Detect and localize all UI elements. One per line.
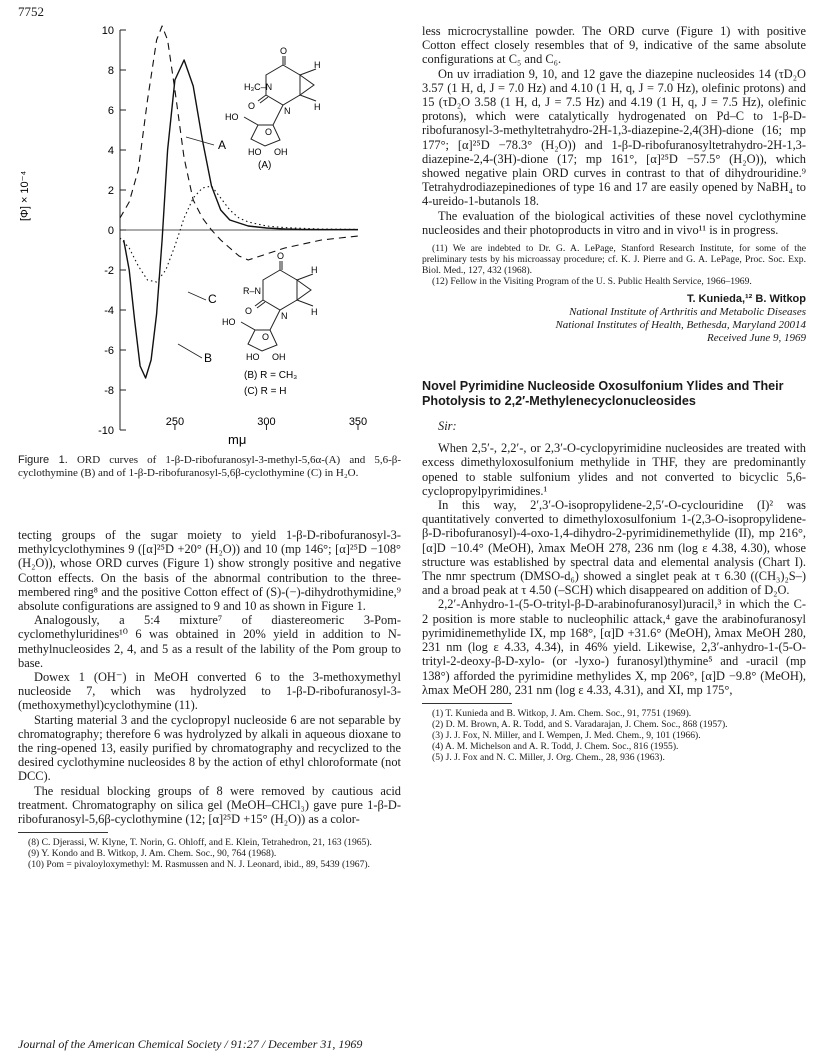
footnote: (1) T. Kunieda and B. Witkop, J. Am. Chem. Soc., 91, 7751 (1969). [432,707,692,719]
x-axis-ticks [166,416,367,430]
journal-footer: Journal of the American Chemical Society / 91:27 / December 31, 1969 [18,1037,363,1051]
svg-text:H₃C–N: H₃C–N [244,82,273,92]
caption-label: Figure 1. [18,454,68,466]
series-line-a [120,26,358,260]
y-tick-label: -4 [104,305,114,317]
svg-text:HO: HO [225,112,239,122]
curve-label-a: A [218,138,227,152]
svg-text:H: H [314,60,321,70]
left-column [18,528,401,870]
y-tick-label: 10 [101,25,114,37]
svg-text:O: O [262,332,270,342]
y-tick-label: -6 [104,345,114,357]
x-tick-label: 350 [348,416,368,428]
ord-chart [18,22,401,452]
paragraph: On uv irradiation 9, 10, and 12 gave the diazepine nucleosides 14 (τD₂O 3.57 (1 H, d, J = 7.0 Hz) and 4.10 (1 H, q, J = 7.0 Hz), olefinic protons) and 15 (τD₂O 3.58 (1 H, d, J = 7.5 Hz) and 4.19 (1 H, q, J = 7.5 Hz), olefinic protons), which were catalytically hydrogenated on Pd–C to 1-β-D-ribofuranosyl-3-methyltetrahydro-2H-1,3-diazepine-2,4(3H)-dione (16; mp 177°; [α]²⁵D −78.3° (H₂O)) and 1-β-D-ribofuranosyltetrahydro-2H-1,3-diazepine-2,4-(3H)-dione (17; mp 161°, [α]²⁵D −57.5° (H₂O)), which showed negative plain ORD curves in contrast to that of dihydrouridine.⁹ Tetrahydrodiazepinediones of type 16 and 17 are easily opened by NaBH₄ to 4-ureido-1-butanols 18. [422,66,806,209]
series-line-b [124,60,358,378]
y-tick-label: 2 [107,185,114,197]
salutation: Sir: [438,419,457,434]
footnote: (2) D. M. Brown, A. R. Todd, and S. Varadarajan, J. Chem. Soc., 868 (1957). [432,718,728,730]
signature-block [422,293,806,345]
footnote: (9) Y. Kondo and B. Witkop, J. Am. Chem. Soc., 90, 764 (1968). [28,848,277,860]
right-column [422,24,806,763]
structure-bc [222,251,318,397]
paragraph: When 2,5′-, 2,2′-, or 2,3′-O-cyclopyrimidine nucleosides are treated with excess dimethyloxosulfonium methylide in THF, they are predominantly opened to stable sulfonium ylides and not converted to bicyclic 5,6-cyclopropylpyrimidines.¹ [422,441,806,498]
footnote: (5) J. J. Fox and N. C. Miller, J. Org. Chem., 28, 936 (1963). [432,751,665,763]
svg-text:R–N: R–N [243,286,262,296]
y-axis-label: [Φ] × 10⁻⁴ [19,170,31,221]
figure-1 [18,22,401,492]
svg-text:HO: HO [246,352,260,362]
curve-label-b: B [204,351,213,365]
footnote: (3) J. J. Fox, N. Miller, and I. Wempen, J. Med. Chem., 9, 101 (1966). [432,729,701,741]
y-tick-label: -8 [104,385,114,397]
footnote: (10) Pom = pivaloyloxymethyl: M. Rasmussen and N. J. Leonard, ibid., 89, 5439 (1967). [28,859,370,871]
paragraph: less microcrystalline powder. The ORD curve (Figure 1) with positive Cotton effect closely resembles that of 9, indicative of the same absolute configurations at C₅ and C₆. [422,24,806,67]
curve-label-c: C [208,292,217,306]
svg-text:O: O [277,251,285,261]
paragraph: In this way, 2′,3′-O-isopropylidene-2,5′-O-cyclouridine (I)² was quantitatively converted to dimethyloxosulfonium 1-(2,3-O-isopropylidene-β-D-ribofuranosyl)-4-oxo-1,4-dihydro-2-pyrimidinemethylide (II), mp 216°, [α]D −10.4° (MeOH), λmax MeOH 278, 236 nm (log ε 4.38, 4.30), whose structure was established by spectral data and elemental analysis (Chart I). The nmr spectrum (DMSO-d₆) showed a singlet peak at τ 6.30 ((CH₃)₂S–) and a broad peak at τ 4.50 (–SCH) which disappeared on addition of D₂O. [422,498,806,598]
footnote: (12) Fellow in the Visiting Program of the U. S. Public Health Service, 1966–1969. [432,276,752,288]
svg-text:H: H [311,265,318,275]
y-tick-label: 4 [107,145,114,157]
page-number: 7752 [18,4,44,19]
paragraph: 2,2′-Anhydro-1-(5-O-trityl-β-D-arabinofuranosyl)uracil,³ in which the C-2 position is more stable to nucleophilic attack,⁴ gave the arabinofuranosyl pyrimidinemethylide IX, mp 168°, [α]D +31.6° (MeOH), λmax MeOH 280, 231 nm (log ε 4.33, 4.34), in 46% yield. Likewise, 2,3′-anhydro-1-(5-O-trityl-2-deoxy-β-D-xylo- (or -lyxo-) furanosyl)thymine⁵ and -uracil (mp 138°) afforded the pyrimidine methylides X, mp 206°, [α]D −9.8° (MeOH), λmax MeOH 280, 231 nm (log ε 4.33, 4.31), and XI, mp 175°, [422,597,806,697]
affiliation: National Institute of Arthritis and Metabolic Diseases [569,306,806,319]
svg-text:(B) R = CH₃: (B) R = CH₃ [244,370,298,381]
footnote-divider [422,703,512,704]
paragraph: Starting material 3 and the cyclopropyl nucleoside 6 are not separable by chromatography; therefore 6 was hydrolyzed by alkali in aqueous dioxane to the ring-opened 13, easily purified by chromatography and recyclized to the desired cyclothymine nucleosides 8 by the action of ethyl chloroformate (not DCC). [18,712,401,784]
figure-caption [18,454,401,479]
y-tick-label: -10 [98,425,114,437]
footnote: (11) We are indebted to Dr. G. A. LePage, Stanford Research Institute, for some of the preliminary tests by his microassay procedure; cf. K. J. Pierre and G. A. LePage, Proc. Soc. Exp. Biol. Med., 127, 432 (1968). [422,243,806,277]
svg-text:(C) R = H: (C) R = H [244,386,287,397]
x-tick-label: 250 [165,416,185,428]
paragraph: The evaluation of the biological activities of these novel cyclothymine nucleosides and their photoproducts in vitro and in vivo¹¹ is in progress. [422,208,806,237]
caption-text: ORD curves of 1-β-D-ribofuranosyl-3-methyl-5,6α-(A) and 5,6-β-cyclothymine (B) and of 1-β-D-ribofuranosyl-5,6β-cyclothymine (C) in H₂O. [18,454,402,479]
x-axis-label: mμ [228,432,247,447]
svg-text:O: O [265,127,273,137]
chart-series [120,26,358,378]
svg-text:OH: OH [272,352,286,362]
footnotes [422,708,806,763]
authors: T. Kunieda,¹² B. Witkop [686,293,806,306]
footnotes [18,837,401,870]
svg-text:O: O [280,46,288,56]
curve-label-a-leader [186,137,214,145]
svg-text:H: H [314,102,321,112]
x-tick-label: 300 [257,416,276,428]
svg-text:H: H [311,307,318,317]
paragraph: The residual blocking groups of 8 were removed by cautious acid treatment. Chromatography on silica gel (MeOH–CHCl₃) gave pure 1-β-D-ribofuranosyl-5,6β-cyclothymine (12; [α]²⁵D +15° (H₂O)) as a color- [18,783,401,827]
footnotes [422,243,806,287]
paragraph: tecting groups of the sugar moiety to yield 1-β-D-ribofuranosyl-3-methylcyclothymines 9 ([α]²⁵D +20° (H₂O)) and 10 (mp 146°; [α]²⁵D −108° (H₂O)), whose ORD curves (Figure 1) show strongly positive and negative Cotton effects. On the basis of the abnormal contribution to the three-membered ring⁸ and the positive Cotton effect of (S)-(−)-dihydrothymidine,⁹ absolute configurations are assigned to 9 and 10 as shown in Figure 1. [18,528,401,614]
y-tick-label: 8 [107,65,114,77]
paragraph: Analogously, a 5:4 mixture⁷ of diastereomeric 3-Pom-cyclomethyluridines¹⁰ 6 was obtained in 20% yield in addition to N-methylnucleosides 2, 4, and 5 as a result of the lability of the Pom group to base. [18,613,401,670]
structure-a [225,46,321,171]
svg-text:N: N [284,106,291,116]
svg-text:O: O [248,101,256,111]
y-tick-label: -2 [104,265,114,277]
curve-label-b-leader [178,344,202,358]
svg-text:HO: HO [222,317,236,327]
series-line-c [120,186,358,282]
footnote: (4) A. M. Michelson and A. R. Todd, J. Chem. Soc., 816 (1955). [432,740,679,752]
svg-text:OH: OH [274,147,288,157]
curve-label-c-leader [188,292,206,300]
affiliation: National Institutes of Health, Bethesda, Maryland 20014 [555,319,806,332]
paragraph: Dowex 1 (OH⁻) in MeOH converted 6 to the 3-methoxymethyl nucleoside 7, which was hydrolyzed to 1-β-D-ribofuranosyl-3-(methoxymethyl)cyclothymine (11). [18,670,401,713]
y-axis-ticks [98,25,126,437]
received-date: Received June 9, 1969 [707,332,806,345]
svg-text:N: N [281,311,288,321]
footnote-divider [18,832,108,833]
svg-text:O: O [245,306,253,316]
svg-text:HO: HO [248,147,262,157]
footnote: (8) C. Djerassi, W. Klyne, T. Norin, G. Ohloff, and E. Klein, Tetrahedron, 21, 163 (1965). [28,837,372,849]
y-tick-label: 0 [107,225,114,237]
article-title: Novel Pyrimidine Nucleoside Oxosulfonium Ylides and Their Photolysis to 2,2′-Methylenecyclonucleosides [422,379,784,409]
svg-text:(A): (A) [258,160,272,171]
y-tick-label: 6 [107,105,114,117]
